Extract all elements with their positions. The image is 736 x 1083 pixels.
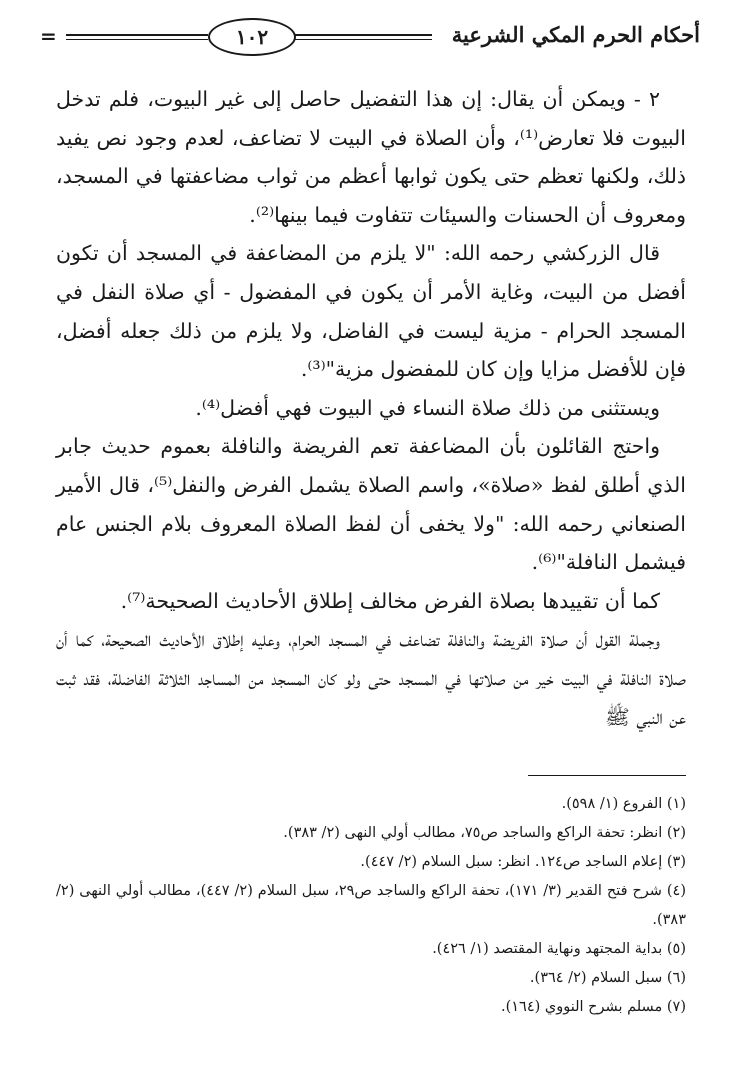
header-rule [292,34,432,36]
footnote: (٢) انظر: تحفة الراكع والساجد ص٧٥، مطالب أولي النهى (٢/ ٣٨٣). [283,825,686,841]
header-rule [66,34,208,36]
page-number [208,18,296,56]
footnote: (٦) سبل السلام (٢/ ٣٦٤). [529,970,686,986]
header-rule [66,39,208,40]
running-title: أحكام الحرم المكي الشرعية [451,22,700,47]
paragraph: وجملة القول أن صلاة الفريضة والنافلة تضاعف في المسجد الحرام، وعليه إطلاق الأحاديث الصحيحة، كما أن صلاة النافلة في البيت خير من صلاتها في المسجد حتى ولو كان المسجد من المساجد الثلاثة الفاضلة، فقد ثبت عن النبي ﷺ [56,627,686,729]
footnote: (١) الفروع (١/ ٥٩٨). [561,796,686,812]
paragraph: ويستثنى من ذلك صلاة النساء في البيوت فهي أفضل⁽⁴⁾. [195,395,660,420]
page-header [40,16,700,60]
header-ornament: = [40,24,57,48]
footnote-separator [528,775,686,776]
footnote: (٥) بداية المجتهد ونهاية المقتصد (١/ ٤٢٦). [432,941,686,957]
footnote: (٤) شرح فتح القدير (٣/ ١٧١)، تحفة الراكع والساجد ص٢٩، سبل السلام (٢/ ٤٤٧)، مطالب أولي النهى (٢/ ٣٨٣). [56,883,687,928]
paragraph: كما أن تقييدها بصلاة الفرض مخالف إطلاق الأحاديث الصحيحة⁽⁷⁾. [120,588,660,613]
header-rule [292,39,432,40]
paragraph: واحتج القائلون بأن المضاعفة تعم الفريضة والنافلة بعموم حديث جابر الذي أطلق لفظ «صلاة»، واسم الصلاة يشمل الفرض والنفل⁽⁵⁾، قال الأمير الصنعاني رحمه الله: "ولا يخفى أن لفظ الصلاة المعروف بلام الجنس عام فيشمل النافلة"⁽⁶⁾. [56,434,686,575]
paragraph: ٢ - ويمكن أن يقال: إن هذا التفضيل حاصل إلى غير البيوت، فلم تدخل البيوت فلا تعارض⁽¹⁾، وأن الصلاة في البيت لا تضاعف، لعدم وجود نص يفيد ذلك، ولكنها تعظم حتى يكون ثوابها أعظم من ثواب مضاعفتها في المسجد، ومعروف أن الحسنات والسيئات تتفاوت فيما بينها⁽²⁾. [56,87,686,227]
footnote: (٧) مسلم بشرح النووي (١٦٤). [500,999,686,1015]
paragraph: قال الزركشي رحمه الله: "لا يلزم من المضاعفة في المسجد أن تكون أفضل من البيت، وغاية الأمر أن يكون في المفضول - أي صلاة النفل في المسجد الحرام - مزية ليست في الفاضل، ولا يلزم من ذلك جعله أفضل، فإن للأفضل مزايا وإن كان للمفضول مزية"⁽³⁾. [56,241,686,382]
page-number-text: ١٠٢ [235,25,269,49]
footnote: (٣) إعلام الساجد ص١٢٤. انظر: سبل السلام (٢/ ٤٤٧). [360,854,686,870]
main-text [56,80,686,736]
footnotes [56,790,686,1022]
